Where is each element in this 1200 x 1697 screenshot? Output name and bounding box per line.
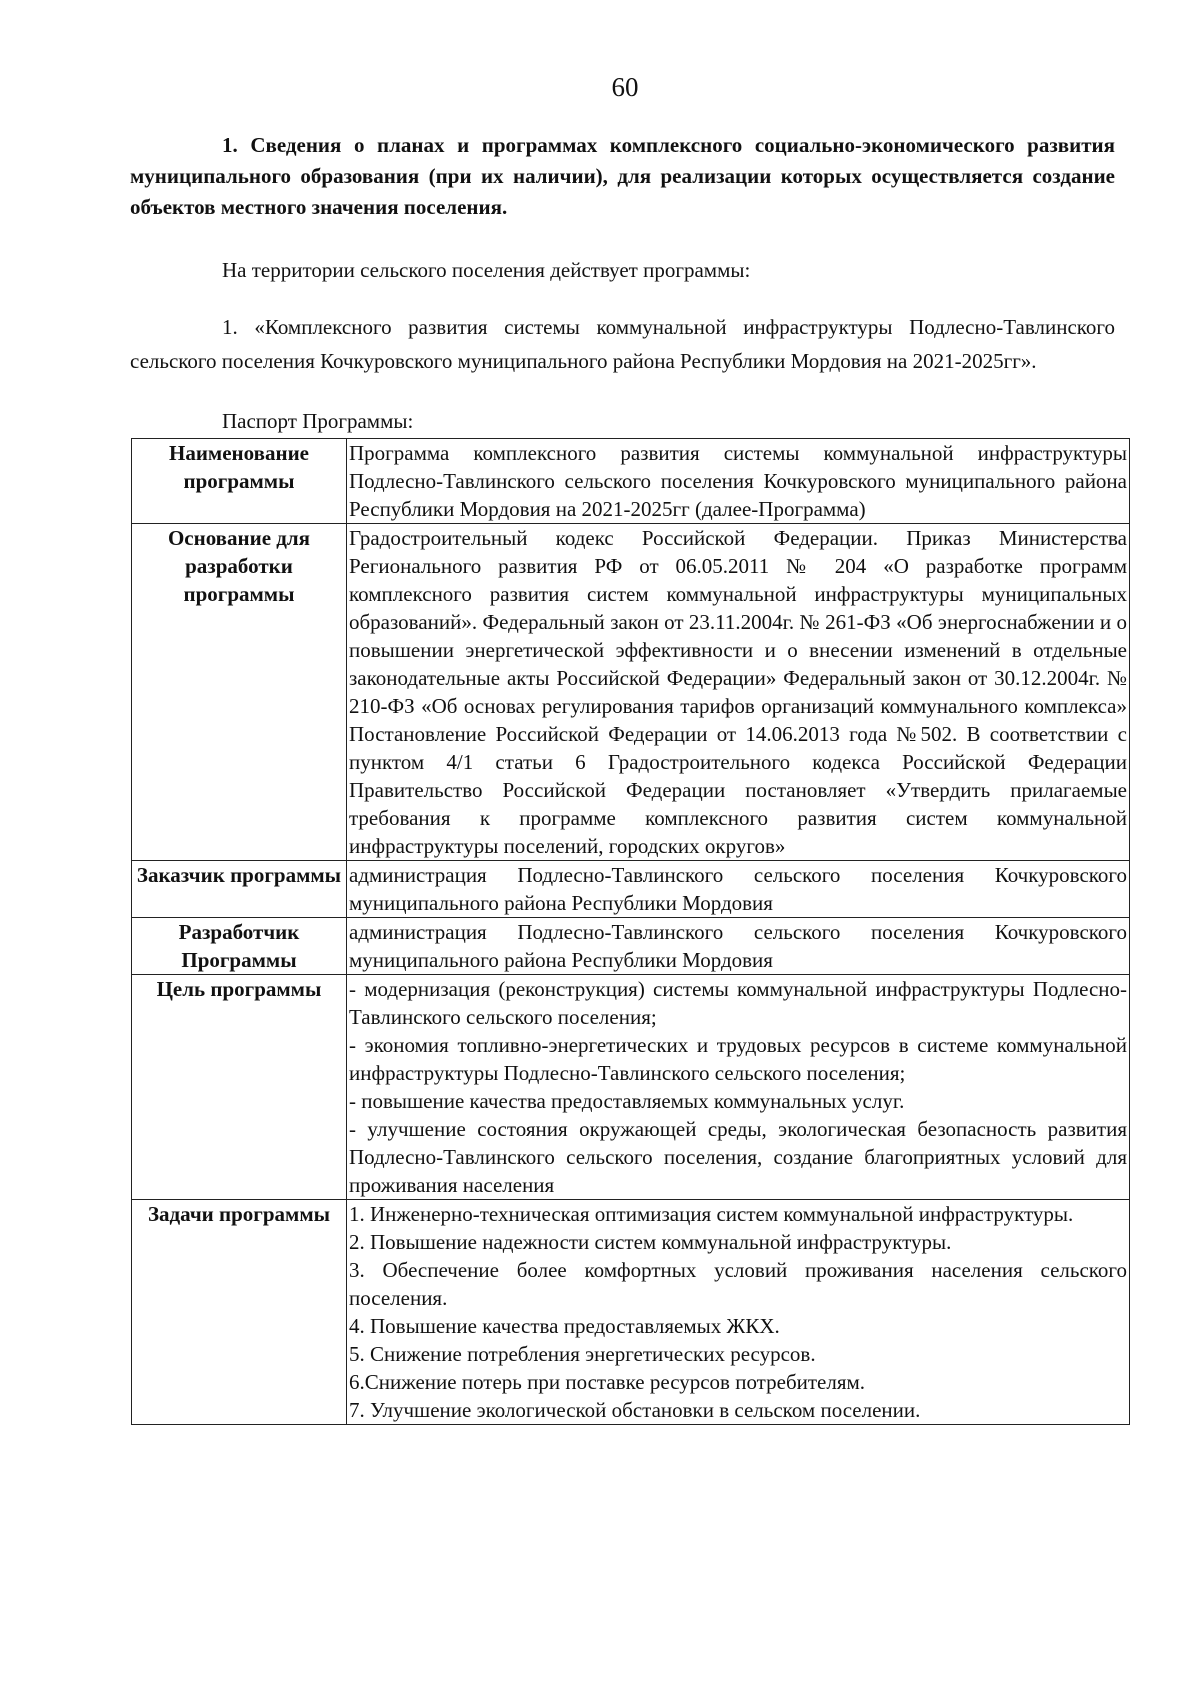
row-label-customer: Заказчик программы xyxy=(132,861,347,918)
row-content-program-name xyxy=(347,439,1130,524)
content-line: 1. Инженерно-техническая оптимизация систем коммунальной инфраструктуры. xyxy=(349,1202,1074,1226)
content-line: 2. Повышение надежности систем коммунальной инфраструктуры. xyxy=(349,1230,952,1254)
content-line: - экономия топливно-энергетических и трудовых ресурсов в системе коммунальной инфраструктуры Подлесно-Тавлинского сельского поселения; xyxy=(349,1033,1127,1085)
table-row xyxy=(132,861,1130,918)
passport-caption: Паспорт Программы: xyxy=(222,409,414,433)
row-content-tasks xyxy=(347,1200,1130,1425)
row-content-customer xyxy=(347,861,1130,918)
content-line: 3. Обеспечение более комфортных условий проживания населения сельского поселения. xyxy=(349,1258,1127,1310)
table-row xyxy=(132,524,1130,861)
content-line: - повышение качества предоставляемых коммунальных услуг. xyxy=(349,1089,905,1113)
page-number: 60 xyxy=(611,72,639,102)
content-line: администрация Подлесно-Тавлинского сельского поселения Кочкуровского муниципального района Республики Мордовия xyxy=(349,863,1127,915)
row-label-goal: Цель программы xyxy=(132,975,347,1200)
row-label-program-name: Наименование программы xyxy=(132,439,347,524)
passport-table xyxy=(131,438,1130,1425)
content-line: 6.Снижение потерь при поставке ресурсов потребителям. xyxy=(349,1370,866,1394)
content-line: 5. Снижение потребления энергетических ресурсов. xyxy=(349,1342,816,1366)
row-label-developer: Разработчик Программы xyxy=(132,918,347,975)
row-content-goal xyxy=(347,975,1130,1200)
program-title: 1. «Комплексного развития системы коммунальной инфраструктуры Подлесно-Тавлинского сельского поселения Кочкуровского муниципального района Республики Мордовия на 2021-2025гг». xyxy=(130,315,1115,373)
row-label-basis: Основание для разработки программы xyxy=(132,524,347,861)
content-line: 4. Повышение качества предоставляемых ЖКХ. xyxy=(349,1314,780,1338)
content-line: Градостроительный кодекс Российской Федерации. Приказ Министерства Регионального развития РФ от 06.05.2011 № 204 «О разработке программ комплексного развития систем коммунальной инфраструктуры муниципальных образований». Федеральный закон от 23.11.2004г. № 261-ФЗ «Об энергоснабжении и о повышении энергетической эффективности и о внесении изменений в отдельные законодательные акты Российской Федерации» Федеральный закон от 30.12.2004г. № 210-ФЗ «Об основах регулирования тарифов организаций коммунального комплекса» Постановление Российской Федерации от 14.06.2013 года №502. В соответствии с пунктом 4/1 статьи 6 Градостроительного кодекса Российской Федерации Правительство Российской Федерации постановляет «Утвердить прилагаемые требования к программе комплексного развития систем коммунальной инфраструктуры поселений, городских округов» xyxy=(349,526,1127,858)
content-line: Программа комплексного развития системы коммунальной инфраструктуры Подлесно-Тавлинского сельского поселения Кочкуровского муниципального района Республики Мордовия на 2021-2025гг (далее-Программа) xyxy=(349,441,1127,521)
table-row xyxy=(132,1200,1130,1425)
intro-paragraph: На территории сельского поселения действует программы: xyxy=(222,258,751,282)
table-row xyxy=(132,439,1130,524)
section-heading: 1. Сведения о планах и программах комплексного социально-экономического развития муниципального образования (при их наличии), для реализации которых осуществляется создание объектов местного значения поселения. xyxy=(130,133,1115,219)
content-line: - улучшение состояния окружающей среды, экологическая безопасность развития Подлесно-Тавлинского сельского поселения, создание благоприятных условий для проживания населения xyxy=(349,1117,1127,1197)
content-line: 7. Улучшение экологической обстановки в сельском поселении. xyxy=(349,1398,921,1422)
content-line: - модернизация (реконструкция) системы коммунальной инфраструктуры Подлесно-Тавлинского сельского поселения; xyxy=(349,977,1127,1029)
row-content-basis xyxy=(347,524,1130,861)
content-line: администрация Подлесно-Тавлинского сельского поселения Кочкуровского муниципального района Республики Мордовия xyxy=(349,920,1127,972)
row-content-developer xyxy=(347,918,1130,975)
row-label-tasks: Задачи программы xyxy=(132,1200,347,1425)
table-row xyxy=(132,918,1130,975)
table-row xyxy=(132,975,1130,1200)
